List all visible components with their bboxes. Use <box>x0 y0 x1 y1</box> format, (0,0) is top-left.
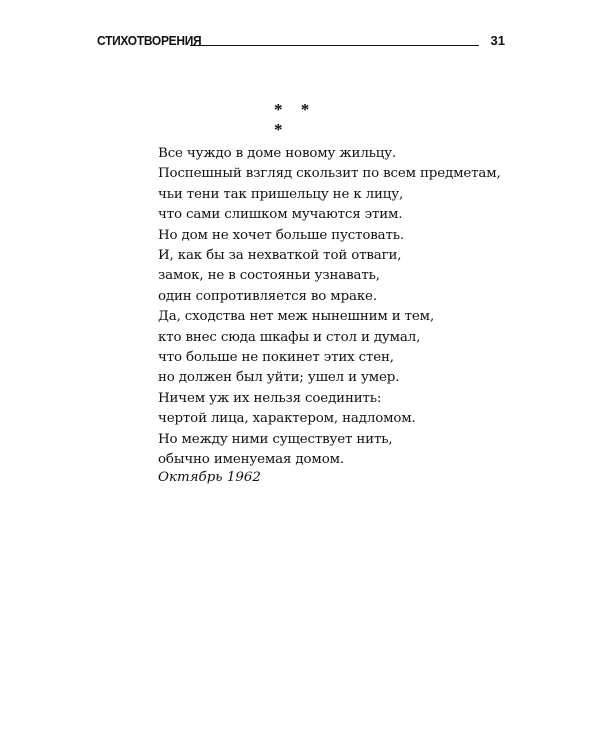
poem-line: Да, сходства нет меж нынешним и тем, <box>158 309 435 325</box>
poem-line: чьи тени так пришельцу не к лицу, <box>158 186 404 202</box>
poem-line: кто внес сюда шкафы и стол и думал, <box>158 329 421 345</box>
poem-date: Октябрь 1962 <box>158 470 261 485</box>
header-rule <box>190 45 479 46</box>
section-title: СТИХОТВОРЕНИЯ <box>97 33 202 48</box>
poem-line: что сами слишком мучаются этим. <box>158 207 403 223</box>
poem-line: Поспешный взгляд скользит по всем предметам, <box>158 166 501 182</box>
poem-line: Ничем уж их нельзя соединить: <box>158 390 382 406</box>
poem-line: чертой лица, характером, надломом. <box>158 411 416 427</box>
poem-line: обычно именуемая домом. <box>158 452 344 468</box>
poem-ornament: * * * <box>274 100 317 139</box>
poem-line: замок, не в состояньи узнавать, <box>158 268 380 284</box>
poem-line: Все чуждо в доме новому жильцу. <box>158 146 397 161</box>
page-number: 31 <box>490 33 505 48</box>
poem-line: один сопротивляется во мраке. <box>158 288 377 304</box>
poem-line: что больше не покинет этих стен, <box>158 350 394 366</box>
poem-text <box>158 144 501 471</box>
poem-line: И, как бы за нехваткой той отваги, <box>158 248 402 264</box>
running-header <box>97 31 505 51</box>
poem-line: Но между ними существует нить, <box>158 431 393 447</box>
poem-line: Но дом не хочет больше пустовать. <box>158 227 404 243</box>
poem-line: но должен был уйти; ушел и умер. <box>158 370 400 386</box>
